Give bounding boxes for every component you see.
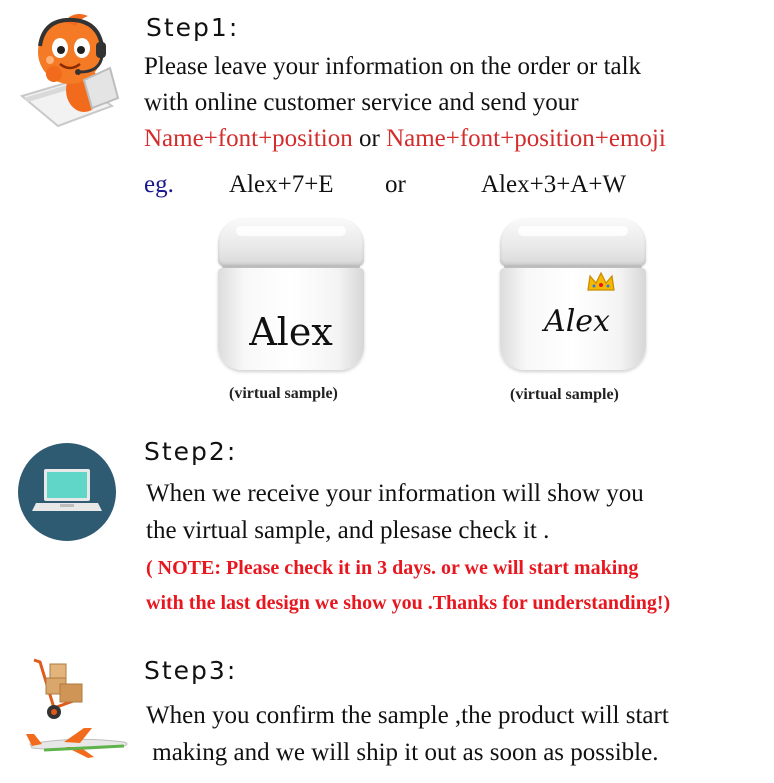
step2-title: Step2: bbox=[144, 437, 238, 466]
shipping-cart-plane-icon bbox=[14, 654, 134, 762]
step1-line1: Please leave your information on the order or talk bbox=[144, 53, 642, 80]
step2-line2: the virtual sample, and plesase check it . bbox=[146, 517, 550, 544]
sample2-caption: (virtual sample) bbox=[510, 386, 619, 403]
step1-line2: with online customer service and send your bbox=[144, 89, 579, 116]
step3-line1: When you confirm the sample ,the product will start bbox=[146, 702, 669, 729]
customer-service-mascot-icon bbox=[14, 10, 126, 130]
step3-title: Step3: bbox=[144, 656, 238, 685]
or-text: or bbox=[352, 125, 387, 152]
case-lid-shine bbox=[518, 226, 628, 236]
laptop-circle-icon bbox=[18, 443, 116, 541]
sample1-caption: (virtual sample) bbox=[229, 385, 338, 402]
example1-text: Alex+7+E bbox=[229, 171, 334, 198]
sample-case-1 bbox=[218, 218, 364, 370]
name-font-position-text: Name+font+position bbox=[144, 125, 353, 152]
step1-title: Step1: bbox=[146, 13, 240, 42]
sample2-name: Alex bbox=[544, 304, 610, 339]
eg-label: eg. bbox=[144, 171, 174, 198]
step2-line1: When we receive your information will show you bbox=[146, 480, 644, 507]
example-or-text: or bbox=[385, 171, 406, 198]
name-font-position-emoji-text: Name+font+position+emoji bbox=[386, 125, 666, 152]
case-seam bbox=[222, 265, 360, 268]
crown-icon bbox=[586, 270, 616, 294]
step1-line3 bbox=[144, 121, 666, 157]
step3-line2: making and we will ship it out as soon as possible. bbox=[146, 739, 659, 766]
sample1-name: Alex bbox=[249, 310, 333, 354]
case-seam bbox=[504, 265, 642, 268]
step2-note2: with the last design we show you .Thanks for understanding!) bbox=[146, 592, 671, 614]
example2-text: Alex+3+A+W bbox=[481, 171, 627, 198]
case-lid-shine bbox=[236, 226, 346, 236]
sample-case-2 bbox=[500, 218, 646, 370]
step2-note1: ( NOTE: Please check it in 3 days. or we will start making bbox=[146, 557, 639, 579]
